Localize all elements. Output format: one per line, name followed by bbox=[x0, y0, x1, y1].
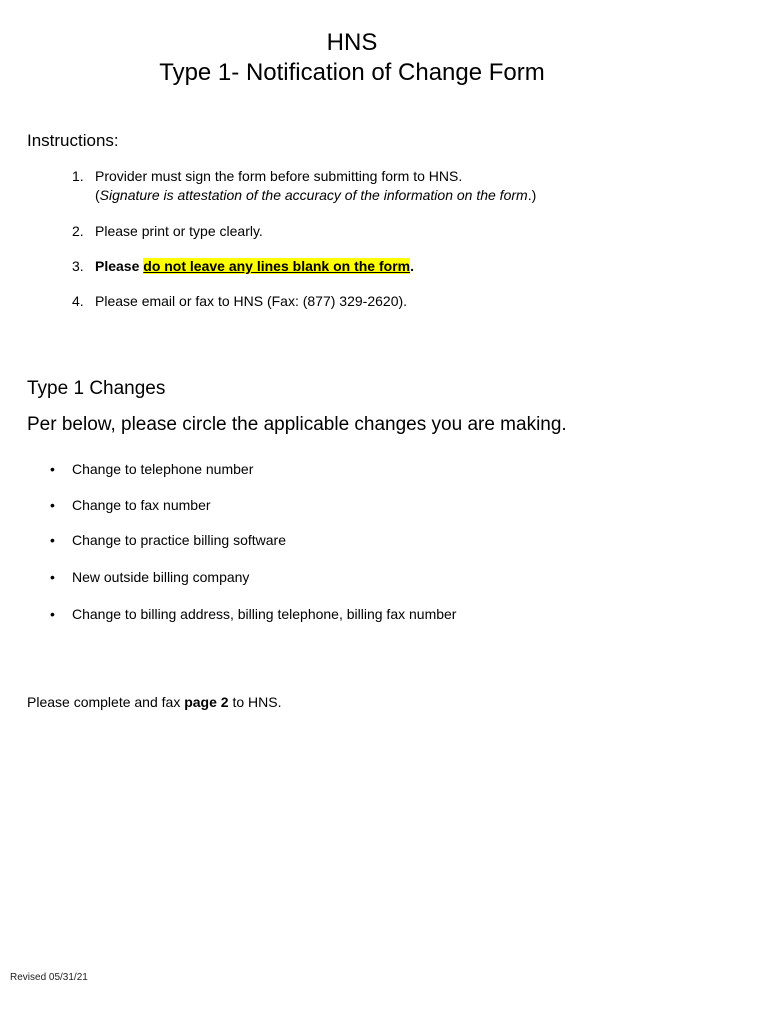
footer-pre: Please complete and fax bbox=[27, 694, 185, 710]
page-title-line-1: HNS bbox=[326, 29, 378, 56]
instruction-item-1 bbox=[72, 167, 462, 186]
change-item-text: Change to fax number bbox=[72, 497, 211, 513]
instruction-number: 4. bbox=[72, 293, 84, 309]
section-heading: Type 1 Changes bbox=[27, 378, 166, 399]
change-item-text: New outside billing company bbox=[72, 569, 250, 585]
instruction-number: 1. bbox=[72, 168, 84, 184]
instruction-item-4 bbox=[72, 292, 407, 311]
bullet-icon: • bbox=[50, 532, 55, 548]
change-item-3 bbox=[50, 531, 286, 550]
footer-note bbox=[27, 694, 281, 710]
instruction-item-1-note bbox=[95, 186, 536, 205]
footer-post: to HNS. bbox=[228, 694, 282, 710]
instruction-prefix: Please bbox=[95, 258, 144, 274]
instructions-heading: Instructions: bbox=[27, 131, 119, 150]
instruction-text: Provider must sign the form before submitting form to HNS. bbox=[95, 168, 463, 184]
change-item-text: Change to practice billing software bbox=[72, 532, 287, 548]
instruction-number: 3. bbox=[72, 258, 84, 274]
change-item-2 bbox=[50, 496, 211, 515]
note-open-paren: ( bbox=[95, 187, 100, 203]
note-italic-text: Signature is attestation of the accuracy of the information on the form bbox=[99, 187, 528, 203]
change-item-text: Change to telephone number bbox=[72, 461, 254, 477]
page-title-line-2: Type 1- Notification of Change Form bbox=[159, 59, 545, 86]
bullet-icon: • bbox=[50, 461, 55, 477]
revised-date: Revised 05/31/21 bbox=[10, 972, 88, 983]
highlighted-warning: do not leave any lines blank on the form bbox=[143, 258, 411, 274]
change-item-text: Change to billing address, billing telephone, billing fax number bbox=[72, 606, 457, 622]
note-close-paren: .) bbox=[527, 187, 537, 203]
instruction-text: Please email or fax to HNS (Fax: (877) 329-2620). bbox=[95, 293, 408, 309]
instruction-number: 2. bbox=[72, 223, 84, 239]
footer-bold: page 2 bbox=[184, 694, 229, 710]
section-subheading: Per below, please circle the applicable changes you are making. bbox=[27, 414, 567, 435]
change-item-1 bbox=[50, 460, 253, 479]
bullet-icon: • bbox=[50, 497, 55, 513]
change-item-5 bbox=[50, 605, 456, 624]
change-item-4 bbox=[50, 568, 249, 587]
instruction-item-3 bbox=[72, 257, 414, 276]
instruction-item-2 bbox=[72, 222, 263, 241]
bullet-icon: • bbox=[50, 606, 55, 622]
instruction-suffix: . bbox=[410, 258, 414, 274]
bullet-icon: • bbox=[50, 569, 55, 585]
instruction-text: Please print or type clearly. bbox=[95, 223, 263, 239]
